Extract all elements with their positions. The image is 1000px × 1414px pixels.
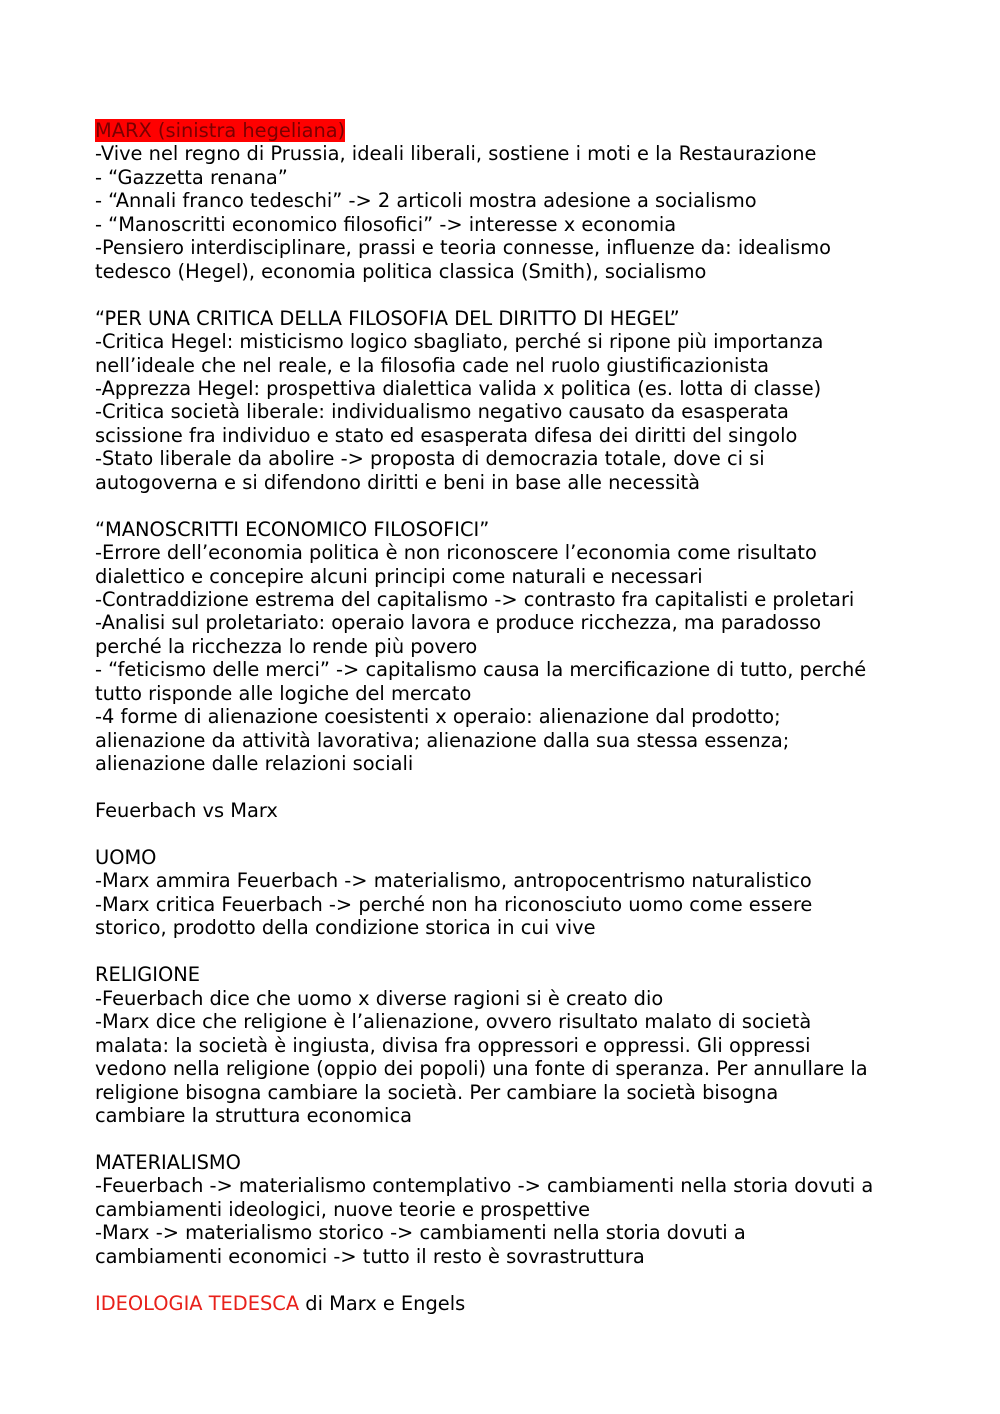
ideologia-heading (95, 1292, 925, 1315)
text-line: -Critica Hegel: misticismo logico sbagliato, perché si ripone più importanza (95, 330, 824, 354)
text-line: scissione fra individuo e stato ed esasperata difesa dei diritti del singolo (95, 423, 798, 447)
text-line: -Analisi sul proletariato: operaio lavora e produce ricchezza, ma paradosso (95, 611, 822, 635)
text-line: -4 forme di alienazione coesistenti x operaio: alienazione dal prodotto; (95, 705, 781, 729)
blank-line (95, 1127, 925, 1150)
text-line: -Marx -> materialismo storico -> cambiamenti nella storia dovuti a (95, 1221, 746, 1245)
text-line: tutto risponde alle logiche del mercato (95, 681, 472, 705)
section-heading: MATERIALISMO (95, 1150, 241, 1174)
uomo-section (95, 846, 925, 940)
text-line: -Errore dell’economia politica è non riconoscere l’economia come risultato (95, 541, 817, 565)
critica-section (95, 307, 925, 495)
text-line: alienazione dalle relazioni sociali (95, 752, 414, 776)
text-line: cambiamenti ideologici, nuove teorie e prospettive (95, 1197, 591, 1221)
text-line: -Contraddizione estrema del capitalismo -> contrasto fra capitalisti e proletari (95, 588, 855, 612)
text-line: -Apprezza Hegel: prospettiva dialettica valida x politica (es. lotta di classe) (95, 376, 822, 400)
text-line: -Marx ammira Feuerbach -> materialismo, antropocentrismo naturalistico (95, 869, 812, 893)
text-line: autogoverna e si difendono diritti e beni in base alle necessità (95, 470, 701, 494)
text-line: - “feticismo delle merci” -> capitalismo causa la mercificazione di tutto, perché (95, 658, 867, 682)
text-line: -Marx critica Feuerbach -> perché non ha riconosciuto uomo come essere (95, 892, 813, 916)
title-line (95, 119, 925, 142)
text-line: - “Gazzetta renana” (95, 165, 288, 189)
blank-line (95, 1268, 925, 1291)
text-line: storico, prodotto della condizione storica in cui vive (95, 916, 596, 940)
ideologia-authors: di Marx e Engels (299, 1291, 466, 1315)
manoscritti-section (95, 518, 925, 776)
section-heading: RELIGIONE (95, 963, 201, 987)
religione-section (95, 963, 925, 1127)
text-line: -Marx dice che religione è l’alienazione, ovvero risultato malato di società (95, 1010, 812, 1034)
document-page (95, 119, 925, 1315)
text-line: - “Annali franco tedeschi” -> 2 articoli mostra adesione a socialismo (95, 189, 757, 213)
text-line: -Feuerbach -> materialismo contemplativo -> cambiamenti nella storia dovuti a (95, 1174, 874, 1198)
text-line: dialettico e concepire alcuni principi come naturali e necessari (95, 564, 703, 588)
intro-section (95, 142, 925, 283)
text-line: -Pensiero interdisciplinare, prassi e teoria connesse, influenze da: idealismo (95, 236, 831, 260)
blank-line (95, 823, 925, 846)
blank-line (95, 283, 925, 306)
text-line: cambiamenti economici -> tutto il resto è sovrastruttura (95, 1244, 645, 1268)
text-line: perché la ricchezza lo rende più povero (95, 634, 478, 658)
section-heading: UOMO (95, 845, 157, 869)
section-heading: “PER UNA CRITICA DELLA FILOSOFIA DEL DIRITTO DI HEGEL” (95, 306, 680, 330)
materialismo-section (95, 1151, 925, 1268)
title-highlight: MARX (sinistra hegeliana) (95, 119, 346, 142)
ideologia-title-red: IDEOLOGIA TEDESCA (95, 1291, 300, 1315)
text-line: religione bisogna cambiare la società. Per cambiare la società bisogna (95, 1080, 779, 1104)
text-line: -Stato liberale da abolire -> proposta di democrazia totale, dove ci si (95, 447, 765, 471)
blank-line (95, 494, 925, 517)
text-line: nell’ideale che nel reale, e la filosofia cade nel ruolo giustificazionista (95, 353, 769, 377)
text-line: malata: la società è ingiusta, divisa fra oppressori e oppressi. Gli oppressi (95, 1033, 811, 1057)
text-line: -Critica società liberale: individualismo negativo causato da esasperata (95, 400, 789, 424)
section-heading: “MANOSCRITTI ECONOMICO FILOSOFICI” (95, 517, 490, 541)
blank-line (95, 776, 925, 799)
text-line: alienazione da attività lavorativa; alienazione dalla sua stessa essenza; (95, 728, 790, 752)
feuerbach-vs-marx-heading: Feuerbach vs Marx (95, 799, 278, 823)
text-line: - “Manoscritti economico filosofici” -> interesse x economia (95, 212, 677, 236)
text-line: vedono nella religione (oppio dei popoli) una fonte di speranza. Per annullare la (95, 1057, 868, 1081)
text-line: -Feuerbach dice che uomo x diverse ragioni si è creato dio (95, 986, 664, 1010)
blank-line (95, 940, 925, 963)
text-line: -Vive nel regno di Prussia, ideali liberali, sostiene i moti e la Restaurazione (95, 142, 817, 166)
text-line: tedesco (Hegel), economia politica classica (Smith), socialismo (95, 259, 707, 283)
text-line: cambiare la struttura economica (95, 1103, 412, 1127)
